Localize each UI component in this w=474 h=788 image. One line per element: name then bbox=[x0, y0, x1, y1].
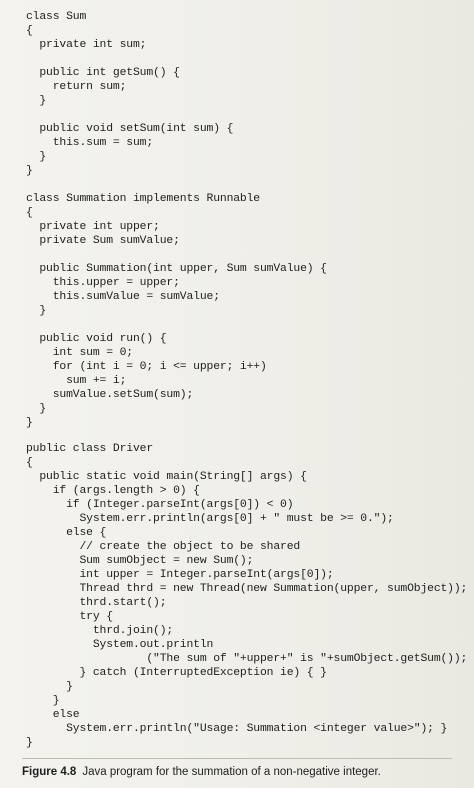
code-line: } bbox=[26, 695, 60, 707]
code-line: System.out.println bbox=[26, 639, 214, 651]
code-line: thrd.join(); bbox=[26, 625, 174, 637]
code-line: public class Driver bbox=[26, 443, 154, 455]
code-line: if (Integer.parseInt(args[0]) < 0) bbox=[26, 499, 294, 511]
code-line: { bbox=[26, 457, 33, 469]
code-line: public Summation(int upper, Sum sumValue) { bbox=[26, 263, 327, 275]
code-line: { bbox=[26, 25, 33, 37]
code-line: class Sum bbox=[26, 11, 87, 23]
code-line: } bbox=[26, 95, 47, 107]
caption-divider bbox=[22, 758, 452, 759]
code-line: } bbox=[26, 681, 73, 693]
code-line: private int upper; bbox=[26, 221, 160, 233]
code-line: System.err.println(args[0] + " must be >= 0."); bbox=[26, 513, 394, 525]
code-line: int sum = 0; bbox=[26, 347, 133, 359]
code-line: ("The sum of "+upper+" is "+sumObject.getSum()); bbox=[26, 653, 468, 665]
code-line: } bbox=[26, 151, 47, 163]
code-line: } catch (InterruptedException ie) { } bbox=[26, 667, 327, 679]
code-line: Thread thrd = new Thread(new Summation(upper, sumObject)); bbox=[26, 583, 468, 595]
code-line: sumValue.setSum(sum); bbox=[26, 389, 194, 401]
code-line: public static void main(String[] args) { bbox=[26, 471, 307, 483]
code-line: private int sum; bbox=[26, 39, 147, 51]
code-line: } bbox=[26, 403, 47, 415]
code-line: Sum sumObject = new Sum(); bbox=[26, 555, 254, 567]
code-line: if (args.length > 0) { bbox=[26, 485, 200, 497]
code-line: } bbox=[26, 737, 33, 749]
code-line: this.sumValue = sumValue; bbox=[26, 291, 220, 303]
figure-label: Figure 4.8 bbox=[22, 766, 77, 778]
code-line: sum += i; bbox=[26, 375, 127, 387]
code-line: this.sum = sum; bbox=[26, 137, 154, 149]
code-line: for (int i = 0; i <= upper; i++) bbox=[26, 361, 267, 373]
code-line: thrd.start(); bbox=[26, 597, 167, 609]
figure-caption-text: Java program for the summation of a non-negative integer. bbox=[82, 766, 381, 778]
code-line: class Summation implements Runnable bbox=[26, 193, 260, 205]
code-line: } bbox=[26, 305, 47, 317]
code-line: try { bbox=[26, 611, 113, 623]
figure-caption bbox=[22, 765, 381, 779]
code-line: int upper = Integer.parseInt(args[0]); bbox=[26, 569, 334, 581]
code-line: else bbox=[26, 709, 80, 721]
code-line: this.upper = upper; bbox=[26, 277, 180, 289]
code-line: } bbox=[26, 165, 33, 177]
code-line: return sum; bbox=[26, 81, 127, 93]
code-line: System.err.println("Usage: Summation <integer value>"); } bbox=[26, 723, 448, 735]
code-line: { bbox=[26, 207, 33, 219]
code-line: } bbox=[26, 417, 33, 429]
code-line: public void setSum(int sum) { bbox=[26, 123, 234, 135]
code-line: // create the object to be shared bbox=[26, 541, 301, 553]
code-line: public int getSum() { bbox=[26, 67, 180, 79]
code-line: public void run() { bbox=[26, 333, 167, 345]
code-line: else { bbox=[26, 527, 107, 539]
code-line: private Sum sumValue; bbox=[26, 235, 180, 247]
